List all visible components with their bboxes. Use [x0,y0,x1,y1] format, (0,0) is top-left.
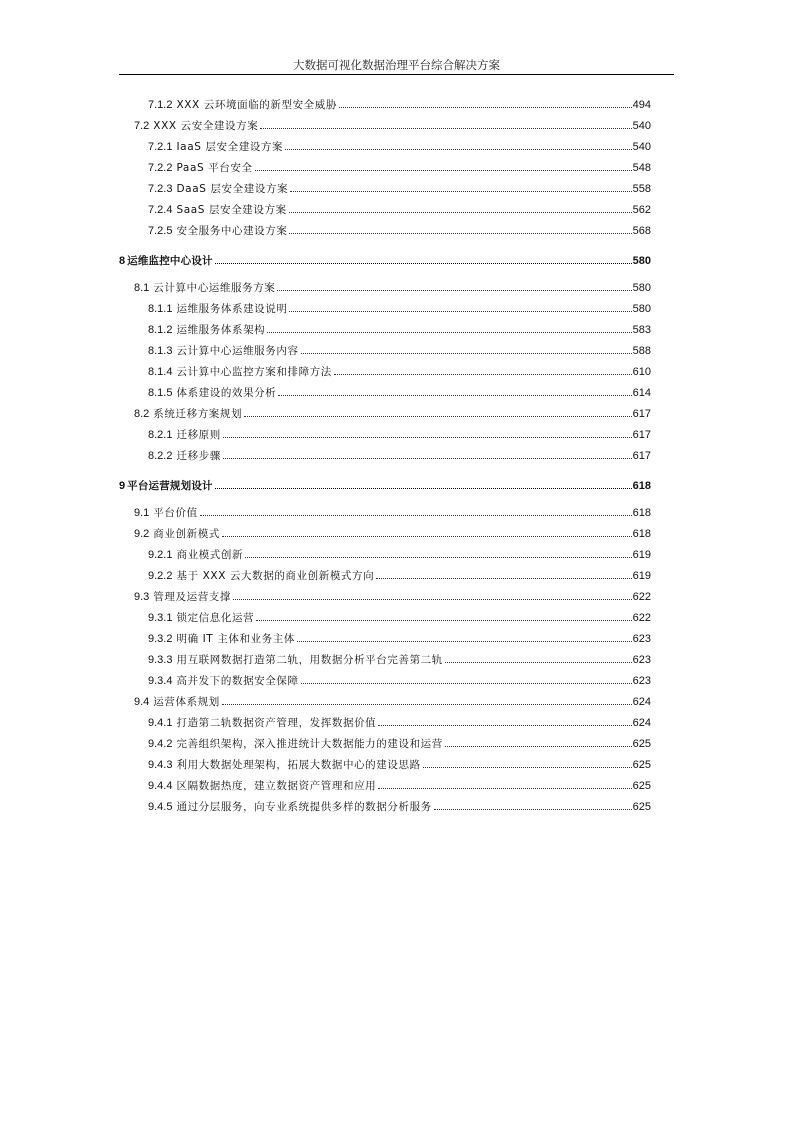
toc-page-number: 622 [632,591,651,603]
toc-page-number: 623 [632,675,651,687]
toc-entry-number: 7.2.2 [148,162,173,174]
toc-page-number: 617 [632,450,651,462]
toc-entry-number: 9.3.1 [148,612,173,624]
toc-page-number: 558 [632,183,651,195]
toc-entry-title: 体系建设的效果分析 [176,387,277,399]
toc-entry-title: 管理及运营支撑 [153,591,231,603]
toc-entry[interactable] [148,779,651,793]
toc-entry[interactable] [148,203,651,217]
toc-entry-title: 云计算中心监控方案和排障方法 [176,366,332,378]
toc-dot-leader [244,416,632,417]
toc-dot-leader [301,683,632,684]
toc-entry-title: 迁移步骤 [176,450,221,462]
toc-entry[interactable] [148,98,651,112]
toc-page-number: 618 [632,480,651,492]
toc-page-number: 618 [632,528,651,540]
toc-dot-leader [289,212,632,213]
toc-dot-leader [215,263,632,264]
toc-dot-leader [215,488,632,489]
toc-page-number: 540 [632,141,651,153]
toc-entry[interactable] [148,548,651,562]
toc-entry-title: 平台价值 [153,507,198,519]
toc-entry[interactable] [134,695,651,709]
toc-entry-title: 迁移原则 [176,429,221,441]
toc-entry-title: IaaS 层安全建设方案 [176,141,284,153]
toc-dot-leader [200,515,632,516]
toc-page-number: 540 [632,120,651,132]
toc-entry-title: 高并发下的数据安全保障 [176,675,299,687]
toc-dot-leader [277,290,631,291]
toc-entry-number: 9.3.4 [148,675,173,687]
toc-entry-number: 7.2.1 [148,141,173,153]
toc-entry[interactable] [134,590,651,604]
toc-dot-leader [301,353,632,354]
toc-entry-title: XXX 云安全建设方案 [153,120,259,132]
toc-entry-number: 9.2.1 [148,549,173,561]
toc-page-number: 610 [632,366,651,378]
toc-entry-title: 云计算中心运维服务方案 [153,282,276,294]
toc-entry[interactable] [134,506,651,520]
toc-entry[interactable] [148,161,651,175]
toc-page-number: 548 [632,162,651,174]
toc-entry[interactable] [148,716,651,730]
toc-entry-title: 运维服务体系架构 [176,324,266,336]
toc-entry-number: 9.2.2 [148,570,173,582]
header-divider [119,74,674,75]
toc-entry[interactable] [134,281,651,295]
toc-page-number: 614 [632,387,651,399]
toc-entry-number: 8.1.2 [148,324,173,336]
toc-page-number: 568 [632,225,651,237]
toc-entry-title: 运营体系规划 [153,696,220,708]
toc-entry[interactable] [148,674,651,688]
toc-dot-leader [278,395,631,396]
toc-entry-title: DaaS 层安全建设方案 [176,183,289,195]
toc-entry-title: 云计算中心运维服务内容 [176,345,299,357]
toc-entry-title: 区隔数据热度，建立数据资产管理和应用 [176,780,377,792]
toc-page-number: 494 [632,99,651,111]
toc-page-number: 562 [632,204,651,216]
toc-entry-title: XXX 云环境面临的新型安全威胁 [176,99,337,111]
toc-entry-number: 8 [119,255,126,267]
toc-page-number: 618 [632,507,651,519]
toc-dot-leader [334,374,632,375]
toc-entry[interactable] [148,302,651,316]
toc-entry[interactable] [148,344,651,358]
toc-page-number: 625 [632,759,651,771]
toc-entry-title: 平台运营规划设计 [127,480,213,492]
toc-page-number: 617 [632,429,651,441]
toc-entry-number: 7.2.3 [148,183,173,195]
toc-chapter-entry[interactable] [119,479,651,493]
toc-dot-leader [260,128,631,129]
toc-dot-leader [285,149,632,150]
toc-page-number: 580 [632,282,651,294]
toc-entry-number: 8.1.5 [148,387,173,399]
toc-entry[interactable] [148,611,651,625]
toc-entry[interactable] [148,365,651,379]
toc-page-number: 583 [632,324,651,336]
toc-page-number: 619 [632,549,651,561]
toc-entry-title: 系统迁移方案规划 [153,408,243,420]
toc-page-number: 588 [632,345,651,357]
toc-entry[interactable] [148,386,651,400]
toc-entry-title: 商业创新模式 [153,528,220,540]
toc-dot-leader [267,332,631,333]
toc-dot-leader [255,170,632,171]
toc-entry-title: 用互联网数据打造第二轨，用数据分析平台完善第二轨 [176,654,443,666]
toc-chapter-entry[interactable] [119,254,651,268]
toc-entry[interactable] [148,653,651,667]
toc-entry[interactable] [148,323,651,337]
toc-entry-number: 8.1.1 [148,303,173,315]
toc-entry-number: 8.1.3 [148,345,173,357]
toc-page-number: 617 [632,408,651,420]
toc-entry[interactable] [148,758,651,772]
toc-entry-number: 8.2 [134,408,150,420]
toc-page-number: 625 [632,801,651,813]
toc-entry[interactable] [148,428,651,442]
toc-entry-title: 基于 XXX 云大数据的商业创新模式方向 [176,570,375,582]
toc-dot-leader [445,746,632,747]
toc-dot-leader [222,536,632,537]
toc-entry[interactable] [134,527,651,541]
toc-entry-number: 8.2.2 [148,450,173,462]
toc-dot-leader [376,578,631,579]
toc-dot-leader [378,788,631,789]
toc-entry-number: 8.2.1 [148,429,173,441]
toc-entry[interactable] [148,182,651,196]
toc-entry-title: 完善组织架构，深入推进统计大数据能力的建设和运营 [176,738,443,750]
toc-page-number: 580 [632,255,651,267]
toc-entry-number: 9 [119,480,126,492]
toc-dot-leader [445,662,632,663]
toc-dot-leader [289,233,631,234]
toc-entry-title: 通过分层服务，向专业系统提供多样的数据分析服务 [176,801,432,813]
toc-entry-number: 9.4.1 [148,717,173,729]
toc-entry-title: 打造第二轨数据资产管理，发挥数据价值 [176,717,377,729]
toc-dot-leader [378,725,631,726]
toc-page-number: 624 [632,717,651,729]
toc-page-number: 623 [632,654,651,666]
toc-entry[interactable] [148,569,651,583]
toc-entry-title: 锁定信息化运营 [176,612,255,624]
toc-entry-number: 9.4.3 [148,759,173,771]
toc-entry-number: 9.4.2 [148,738,173,750]
toc-page-number: 625 [632,738,651,750]
toc-entry-number: 8.1.4 [148,366,173,378]
toc-entry-number: 9.3 [134,591,150,603]
toc-dot-leader [223,458,632,459]
toc-entry-number: 9.4.4 [148,780,173,792]
toc-entry[interactable] [148,224,651,238]
toc-dot-leader [222,704,632,705]
toc-entry-title: 运维服务体系建设说明 [176,303,288,315]
toc-dot-leader [290,191,632,192]
toc-page-number: 624 [632,696,651,708]
toc-page-number: 619 [632,570,651,582]
toc-entry-title: PaaS 平台安全 [176,162,253,174]
toc-entry[interactable] [134,407,651,421]
toc-entry-number: 9.4.5 [148,801,173,813]
toc-entry-number: 9.1 [134,507,150,519]
toc-entry-title: SaaS 层安全建设方案 [176,204,287,216]
toc-entry-number: 9.3.2 [148,633,173,645]
toc-dot-leader [233,599,632,600]
toc-dot-leader [339,107,632,108]
toc-dot-leader [245,557,632,558]
toc-dot-leader [297,641,632,642]
toc-entry[interactable] [148,140,651,154]
toc-entry[interactable] [134,119,651,133]
toc-entry-number: 7.2.4 [148,204,173,216]
toc-entry-title: 商业模式创新 [176,549,244,561]
toc-entry[interactable] [148,737,651,751]
toc-entry-number: 9.4 [134,696,150,708]
toc-entry-title: 运维监控中心设计 [127,255,213,267]
toc-entry-number: 9.3.3 [148,654,173,666]
toc-page-number: 625 [632,780,651,792]
toc-entry-number: 7.1.2 [148,99,173,111]
toc-entry-title: 利用大数据处理架构，拓展大数据中心的建设思路 [176,759,421,771]
toc-dot-leader [423,767,632,768]
toc-page-number: 622 [632,612,651,624]
toc-entry-number: 8.1 [134,282,150,294]
toc-entry-title: 明确 IT 主体和业务主体 [176,633,295,645]
toc-page-number: 623 [632,633,651,645]
toc-entry-number: 9.2 [134,528,150,540]
toc-entry-number: 7.2.5 [148,225,173,237]
toc-entry[interactable] [148,800,651,814]
toc-page-number: 580 [632,303,651,315]
toc-dot-leader [289,311,631,312]
toc-entry-number: 7.2 [134,120,150,132]
page-header: 大数据可视化数据治理平台综合解决方案 [293,58,500,72]
toc-entry[interactable] [148,449,651,463]
toc-dot-leader [256,620,631,621]
toc-entry-title: 安全服务中心建设方案 [176,225,288,237]
toc-dot-leader [223,437,632,438]
toc-dot-leader [434,809,632,810]
toc-entry[interactable] [148,632,651,646]
